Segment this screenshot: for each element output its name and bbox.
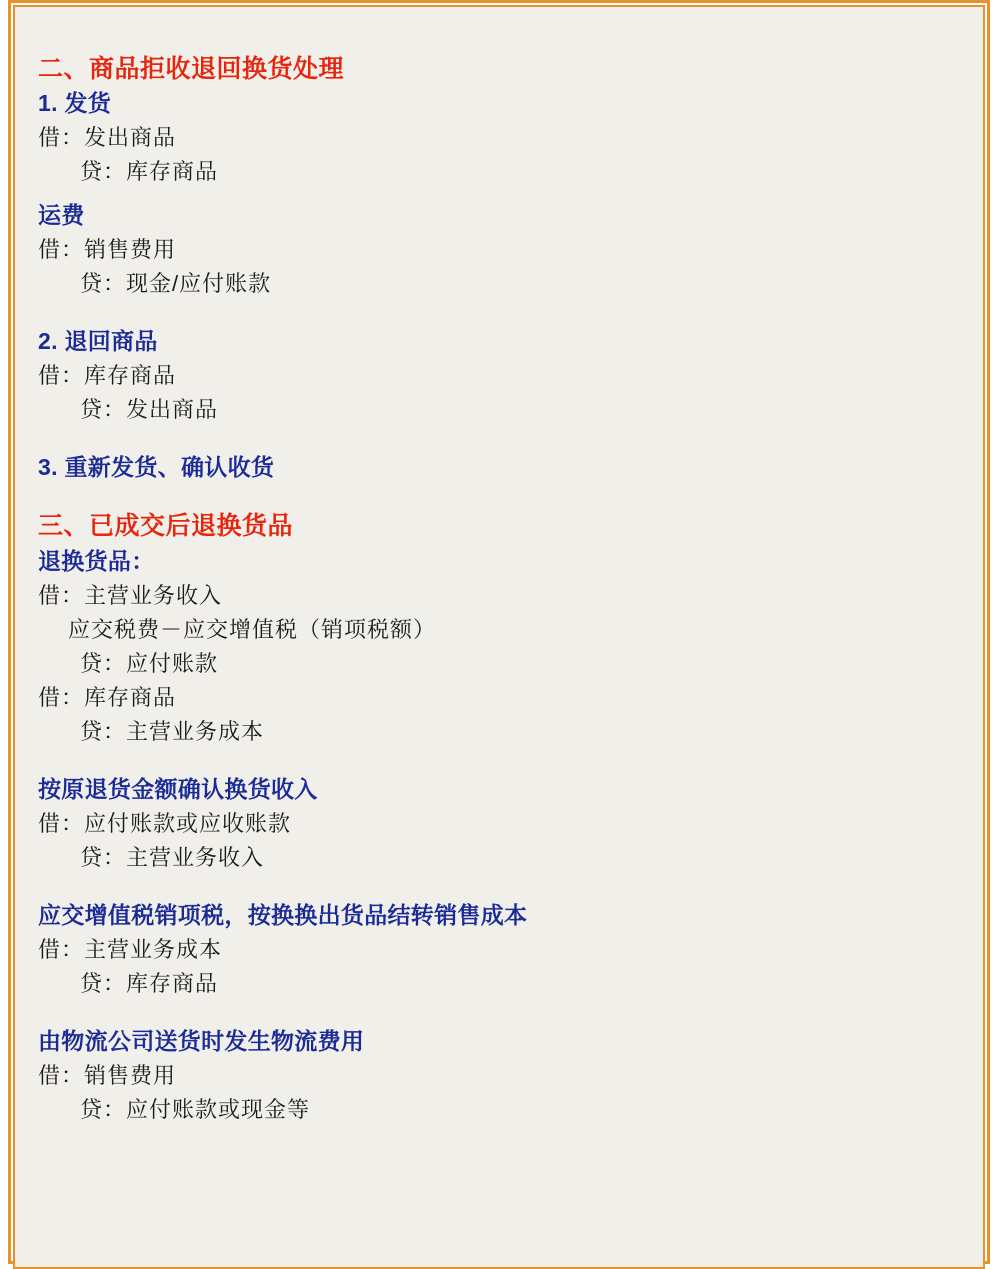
group-subheading: 3. 重新发货、确认收货 <box>38 454 275 481</box>
group-subheading: 按原退货金额确认换货收入 <box>38 775 318 802</box>
group-subheading: 1. 发货 <box>38 90 112 117</box>
spacer <box>38 875 976 901</box>
entry-line: 贷：主营业务成本 <box>80 718 265 744</box>
entry-line: 贷：主营业务收入 <box>80 844 265 870</box>
section-2 <box>38 54 976 483</box>
group-2-tuihui <box>38 327 976 427</box>
group-subheading: 运费 <box>38 202 85 229</box>
section-heading: 二、商品拒收退回换货处理 <box>38 55 345 83</box>
entry-line: 贷：现金/应付账款 <box>80 271 272 297</box>
group-1-yunfei <box>38 201 976 301</box>
section-3 <box>38 511 976 1127</box>
group-1-fahuo <box>38 89 976 189</box>
group-subheading: 2. 退回商品 <box>38 328 158 355</box>
document-content <box>22 14 976 1260</box>
group-3-chongxinfahuo <box>38 453 976 483</box>
spacer <box>38 427 976 453</box>
entry-line: 借：库存商品 <box>38 684 177 710</box>
spacer <box>38 749 976 775</box>
entry-line: 贷：库存商品 <box>80 159 219 185</box>
entry-line: 贷：应付账款 <box>80 650 219 676</box>
entry-line: 应交税费－应交增值税（销项税额） <box>68 616 437 642</box>
entry-line: 借：销售费用 <box>38 237 177 263</box>
section-heading: 三、已成交后退换货品 <box>38 512 294 541</box>
spacer <box>38 189 976 201</box>
entry-line: 贷：库存商品 <box>80 971 219 997</box>
group-subheading: 由物流公司送货时发生物流费用 <box>38 1028 365 1055</box>
entry-line: 贷：应付账款或现金等 <box>80 1097 311 1123</box>
entry-line: 借：主营业务收入 <box>38 582 223 608</box>
spacer <box>38 301 976 327</box>
group-tuihuanhuopin <box>38 547 976 749</box>
entry-line: 贷：发出商品 <box>80 397 219 423</box>
entry-line: 借：发出商品 <box>38 125 177 151</box>
spacer <box>38 1001 976 1027</box>
group-subheading: 应交增值税销项税，按换换出货品结转销售成本 <box>38 902 528 929</box>
group-zengzhishui <box>38 901 976 1001</box>
entry-line: 借：库存商品 <box>38 363 177 389</box>
entry-line: 借：应付账款或应收账款 <box>38 810 292 836</box>
entry-line: 借：主营业务成本 <box>38 936 223 962</box>
group-wuliu <box>38 1027 976 1127</box>
spacer <box>38 485 976 511</box>
group-subheading: 退换货品： <box>38 547 155 574</box>
entry-line: 借：销售费用 <box>38 1063 177 1089</box>
group-anyuantuihuo <box>38 775 976 875</box>
